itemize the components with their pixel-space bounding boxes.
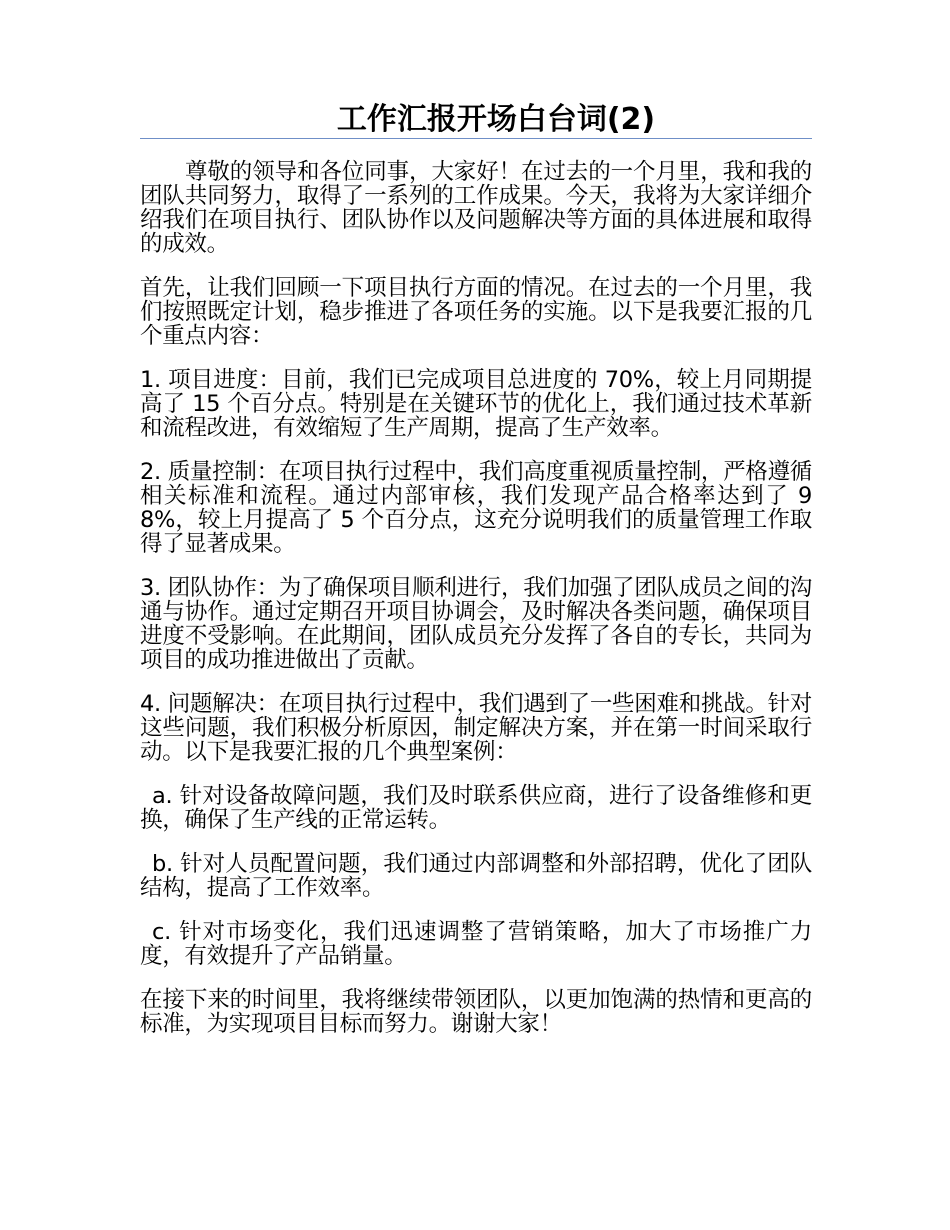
paragraph-greeting: 尊敬的领导和各位同事，大家好！在过去的一个月里，我和我的团队共同努力，取得了一系列的工作成果。今天，我将为大家详细介绍我们在项目执行、团队协作以及问题解决等方面的具体进展和取得的成效。 — [140, 159, 812, 257]
paragraph-closing: 在接下来的时间里，我将继续带领团队，以更加饱满的热情和更高的标准，为实现项目目标而努力。谢谢大家！ — [140, 987, 812, 1037]
paragraph-problem-solving: 4. 问题解决：在项目执行过程中，我们遇到了一些困难和挑战。针对这些问题，我们积极分析原因，制定解决方案，并在第一时间采取行动。以下是我要汇报的几个典型案例： — [140, 691, 812, 765]
paragraph-progress: 1. 项目进度：目前，我们已完成项目总进度的 70%，较上月同期提高了 15 个百分点。特别是在关键环节的优化上，我们通过技术革新和流程改进，有效缩短了生产周期，提高了生产效率。 — [140, 367, 812, 441]
paragraph-case-a: a. 针对设备故障问题，我们及时联系供应商，进行了设备维修和更换，确保了生产线的正常运转。 — [140, 783, 812, 833]
title-underline — [140, 138, 812, 139]
paragraph-case-c: c. 针对市场变化，我们迅速调整了营销策略，加大了市场推广力度，有效提升了产品销量。 — [140, 919, 812, 969]
paragraph-case-b: b. 针对人员配置问题，我们通过内部调整和外部招聘，优化了团队结构，提高了工作效率。 — [140, 851, 812, 901]
title-block — [140, 100, 812, 140]
paragraph-quality: 2. 质量控制：在项目执行过程中，我们高度重视质量控制，严格遵循相关标准和流程。通过内部审核，我们发现产品合格率达到了 98%，较上月提高了 5 个百分点，这充分说明我们的质量管理工作取得了显著成果。 — [140, 459, 812, 557]
document-page — [140, 100, 812, 1056]
document-title: 工作汇报开场白台词(2) — [336, 102, 656, 137]
paragraph-review-intro: 首先，让我们回顾一下项目执行方面的情况。在过去的一个月里，我们按照既定计划，稳步推进了各项任务的实施。以下是我要汇报的几个重点内容： — [140, 275, 812, 349]
document-body — [140, 160, 812, 1036]
paragraph-teamwork: 3. 团队协作：为了确保项目顺利进行，我们加强了团队成员之间的沟通与协作。通过定期召开项目协调会，及时解决各类问题，确保项目进度不受影响。在此期间，团队成员充分发挥了各自的专长，共同为项目的成功推进做出了贡献。 — [140, 575, 812, 673]
